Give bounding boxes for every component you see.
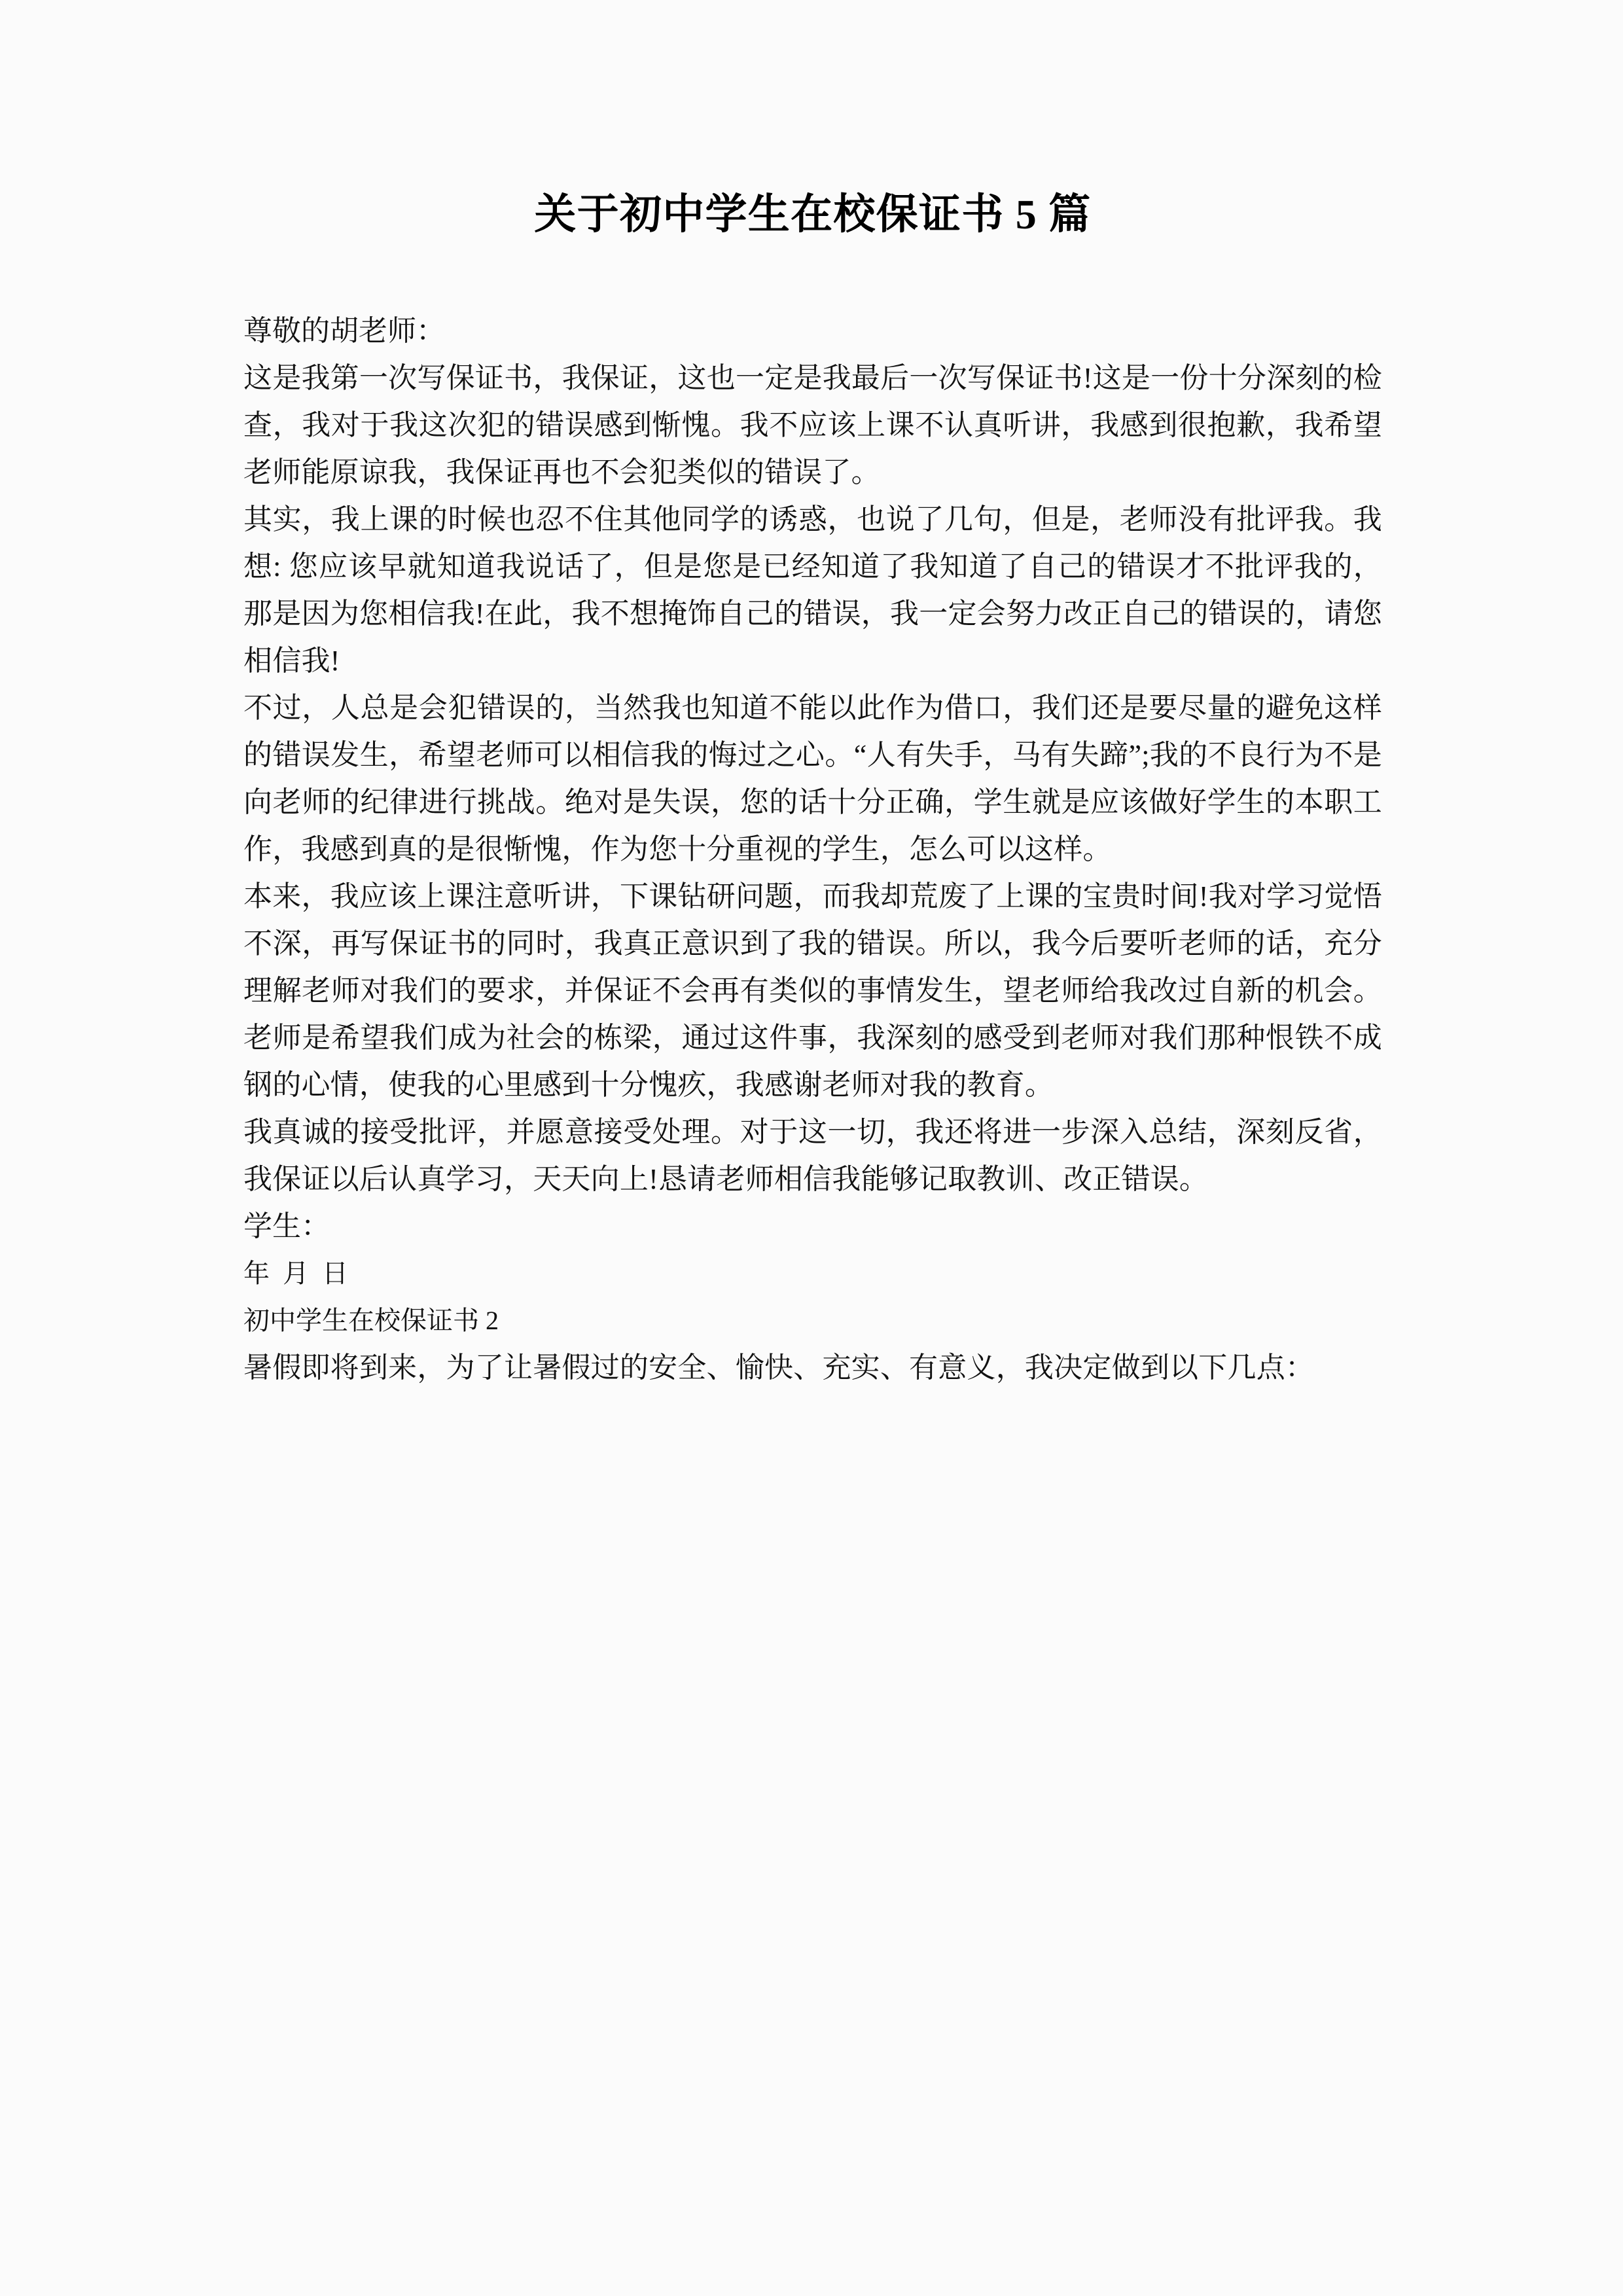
body-paragraph-4: 本来，我应该上课注意听讲，下课钻研问题，而我却荒废了上课的宝贵时间!我对学习觉悟不深，再写保证书的同时，我真正意识到了我的错误。所以，我今后要听老师的话，充分理解老师对我们的要求，并保证不会再有类似的事情发生，望老师给我改过自新的机会。老师是希望我们成为社会的栋梁，通过这件事，我深刻的感受到老师对我们那种恨铁不成钢的心情，使我的心里感到十分愧疚，我感谢老师对我的教育。: [243, 880, 1382, 1101]
body-paragraph-5: 我真诚的接受批评，并愿意接受处理。对于这一切，我还将进一步深入总结，深刻反省，我保证以后认真学习，天天向上!恳请老师相信我能够记取教训、改正错误。: [243, 1115, 1382, 1195]
section-2-intro-paragraph: 暑假即将到来，为了让暑假过的安全、愉快、充实、有意义，我决定做到以下几点：: [243, 1351, 1315, 1384]
document-content-column: [243, 0, 1382, 1391]
signature-label: 学生：: [243, 1210, 330, 1242]
salutation-line: 尊敬的胡老师：: [243, 314, 445, 347]
document-body: [243, 308, 1382, 1391]
section-heading-2: 初中学生在校保证书 2: [243, 1305, 499, 1335]
body-paragraph-2: 其实，我上课的时候也忍不住其他同学的诱惑，也说了几句，但是，老师没有批评我。我想: 您应该早就知道我说话了，但是您是已经知道了我知道了自己的错误才不批评我的，那是因为您相信我!在此，我不想掩饰自己的错误，我一定会努力改正自己的错误的，请您相信我!: [243, 503, 1382, 677]
page-title: 关于初中学生在校保证书 5 篇: [534, 191, 1092, 238]
body-paragraph-1: 这是我第一次写保证书，我保证，这也一定是我最后一次写保证书!这是一份十分深刻的检查，我对于我这次犯的错误感到惭愧。我不应该上课不认真听讲，我感到很抱歉，我希望老师能原谅我，我保证再也不会犯类似的错误了。: [243, 361, 1382, 488]
body-paragraph-3: 不过，人总是会犯错误的，当然我也知道不能以此作为借口，我们还是要尽量的避免这样的错误发生，希望老师可以相信我的悔过之心。“人有失手，马有失蹄”;我的不良行为不是向老师的纪律进行挑战。绝对是失误，您的话十分正确，学生就是应该做好学生的本职工作，我感到真的是很惭愧，作为您十分重视的学生，怎么可以这样。: [243, 691, 1382, 865]
date-line: 年 月 日: [243, 1258, 348, 1288]
